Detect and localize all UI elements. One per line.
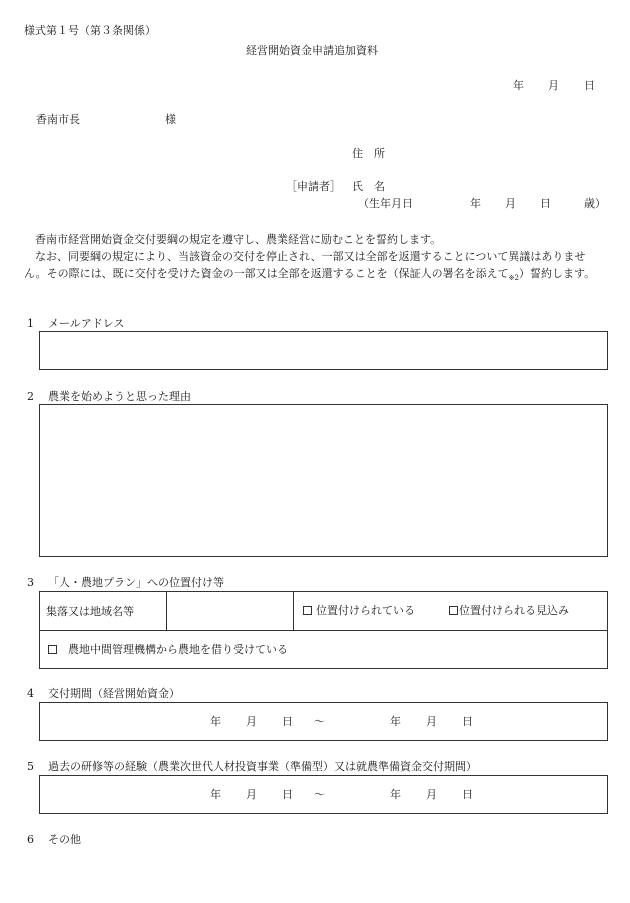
- section-1-number: 1: [27, 317, 34, 330]
- pledge-paragraph-1: [24, 231, 608, 248]
- applicant-birth-label: （生年月日: [358, 197, 413, 210]
- section-2-title: 農業を始めようと思った理由: [48, 390, 191, 403]
- date-month-label: 月: [548, 79, 559, 92]
- applicant-birth-day: 日: [540, 197, 551, 210]
- form-number: 様式第１号（第３条関係）: [24, 24, 156, 37]
- applicant-name-label: 氏 名: [352, 180, 385, 193]
- addressee-honorific: 様: [165, 113, 176, 126]
- checkbox-expected[interactable]: [449, 606, 458, 615]
- option-expected-label: 位置付けられる見込み: [459, 604, 569, 617]
- area-label: 集落又は地域名等: [46, 605, 134, 618]
- plan-table-row-divider: [39, 630, 608, 631]
- option-lease[interactable]: [48, 644, 288, 655]
- pledge-text-2-end: ）誓約します。: [519, 267, 596, 280]
- applicant-role-label: ［申請者］: [286, 180, 341, 193]
- option-expected[interactable]: [449, 605, 569, 616]
- training-end-month: 月: [426, 788, 437, 801]
- area-name-field[interactable]: [168, 593, 292, 629]
- training-start-day: 日: [282, 788, 293, 801]
- training-start-year: 年: [210, 788, 221, 801]
- option-lease-label: 農地中間管理機構から農地を借り受けている: [68, 643, 288, 656]
- training-start-month: 月: [246, 788, 257, 801]
- option-positioned[interactable]: [303, 605, 415, 616]
- pledge-paragraph-2: [24, 248, 608, 287]
- grant-end-month: 月: [426, 715, 437, 728]
- checkbox-lease[interactable]: [48, 645, 57, 654]
- grant-start-month: 月: [246, 715, 257, 728]
- pledge-text-2: なお、同要綱の規定により、当該資金の交付を停止され、一部又は全部を返還することについて異議はありません。その際には、既に交付を受けた資金の一部又は全部を返還することを（保証人の署名を添えて: [24, 250, 586, 280]
- applicant-age-label: 歳）: [584, 197, 606, 210]
- date-day-label: 日: [584, 79, 595, 92]
- grant-start-year: 年: [210, 715, 221, 728]
- section-5-number: 5: [27, 760, 34, 773]
- training-end-year: 年: [390, 788, 401, 801]
- section-6-title: その他: [48, 833, 81, 846]
- section-1-title: メールアドレス: [48, 317, 125, 330]
- training-end-day: 日: [462, 788, 473, 801]
- addressee-name: 香南市長: [36, 113, 80, 126]
- grant-end-year: 年: [390, 715, 401, 728]
- checkbox-positioned[interactable]: [303, 606, 312, 615]
- page-title: 経営開始資金申請追加資料: [246, 44, 378, 57]
- applicant-birth-month: 月: [505, 197, 516, 210]
- section-4-number: 4: [27, 687, 34, 700]
- grant-start-day: 日: [282, 715, 293, 728]
- email-field[interactable]: [39, 331, 608, 370]
- section-5-title: 過去の研修等の経験（農業次世代人材投資事業（準備型）又は就農準備資金交付期間）: [48, 760, 477, 773]
- applicant-address-label: 住 所: [352, 147, 385, 160]
- grant-end-day: 日: [462, 715, 473, 728]
- applicant-birth-year: 年: [470, 197, 481, 210]
- date-year-label: 年: [513, 79, 524, 92]
- reason-field[interactable]: [39, 404, 608, 557]
- plan-table-col-divider-1: [166, 591, 167, 631]
- training-period-tilde: ～: [314, 788, 325, 801]
- plan-table-col-divider-2: [293, 591, 294, 631]
- section-3-title: 「人・農地プラン」への位置付け等: [48, 576, 224, 589]
- grant-period-tilde: ～: [314, 715, 325, 728]
- option-positioned-label: 位置付けられている: [316, 604, 415, 617]
- section-2-number: 2: [27, 390, 34, 403]
- section-4-title: 交付期間（経営開始資金）: [48, 687, 180, 700]
- section-3-number: 3: [27, 576, 34, 589]
- section-6-number: 6: [27, 833, 34, 846]
- pledge-text-1: 香南市経営開始資金交付要綱の規定を遵守し、農業経営に励むことを誓約します。: [35, 233, 442, 246]
- note-mark: ※2: [508, 274, 519, 283]
